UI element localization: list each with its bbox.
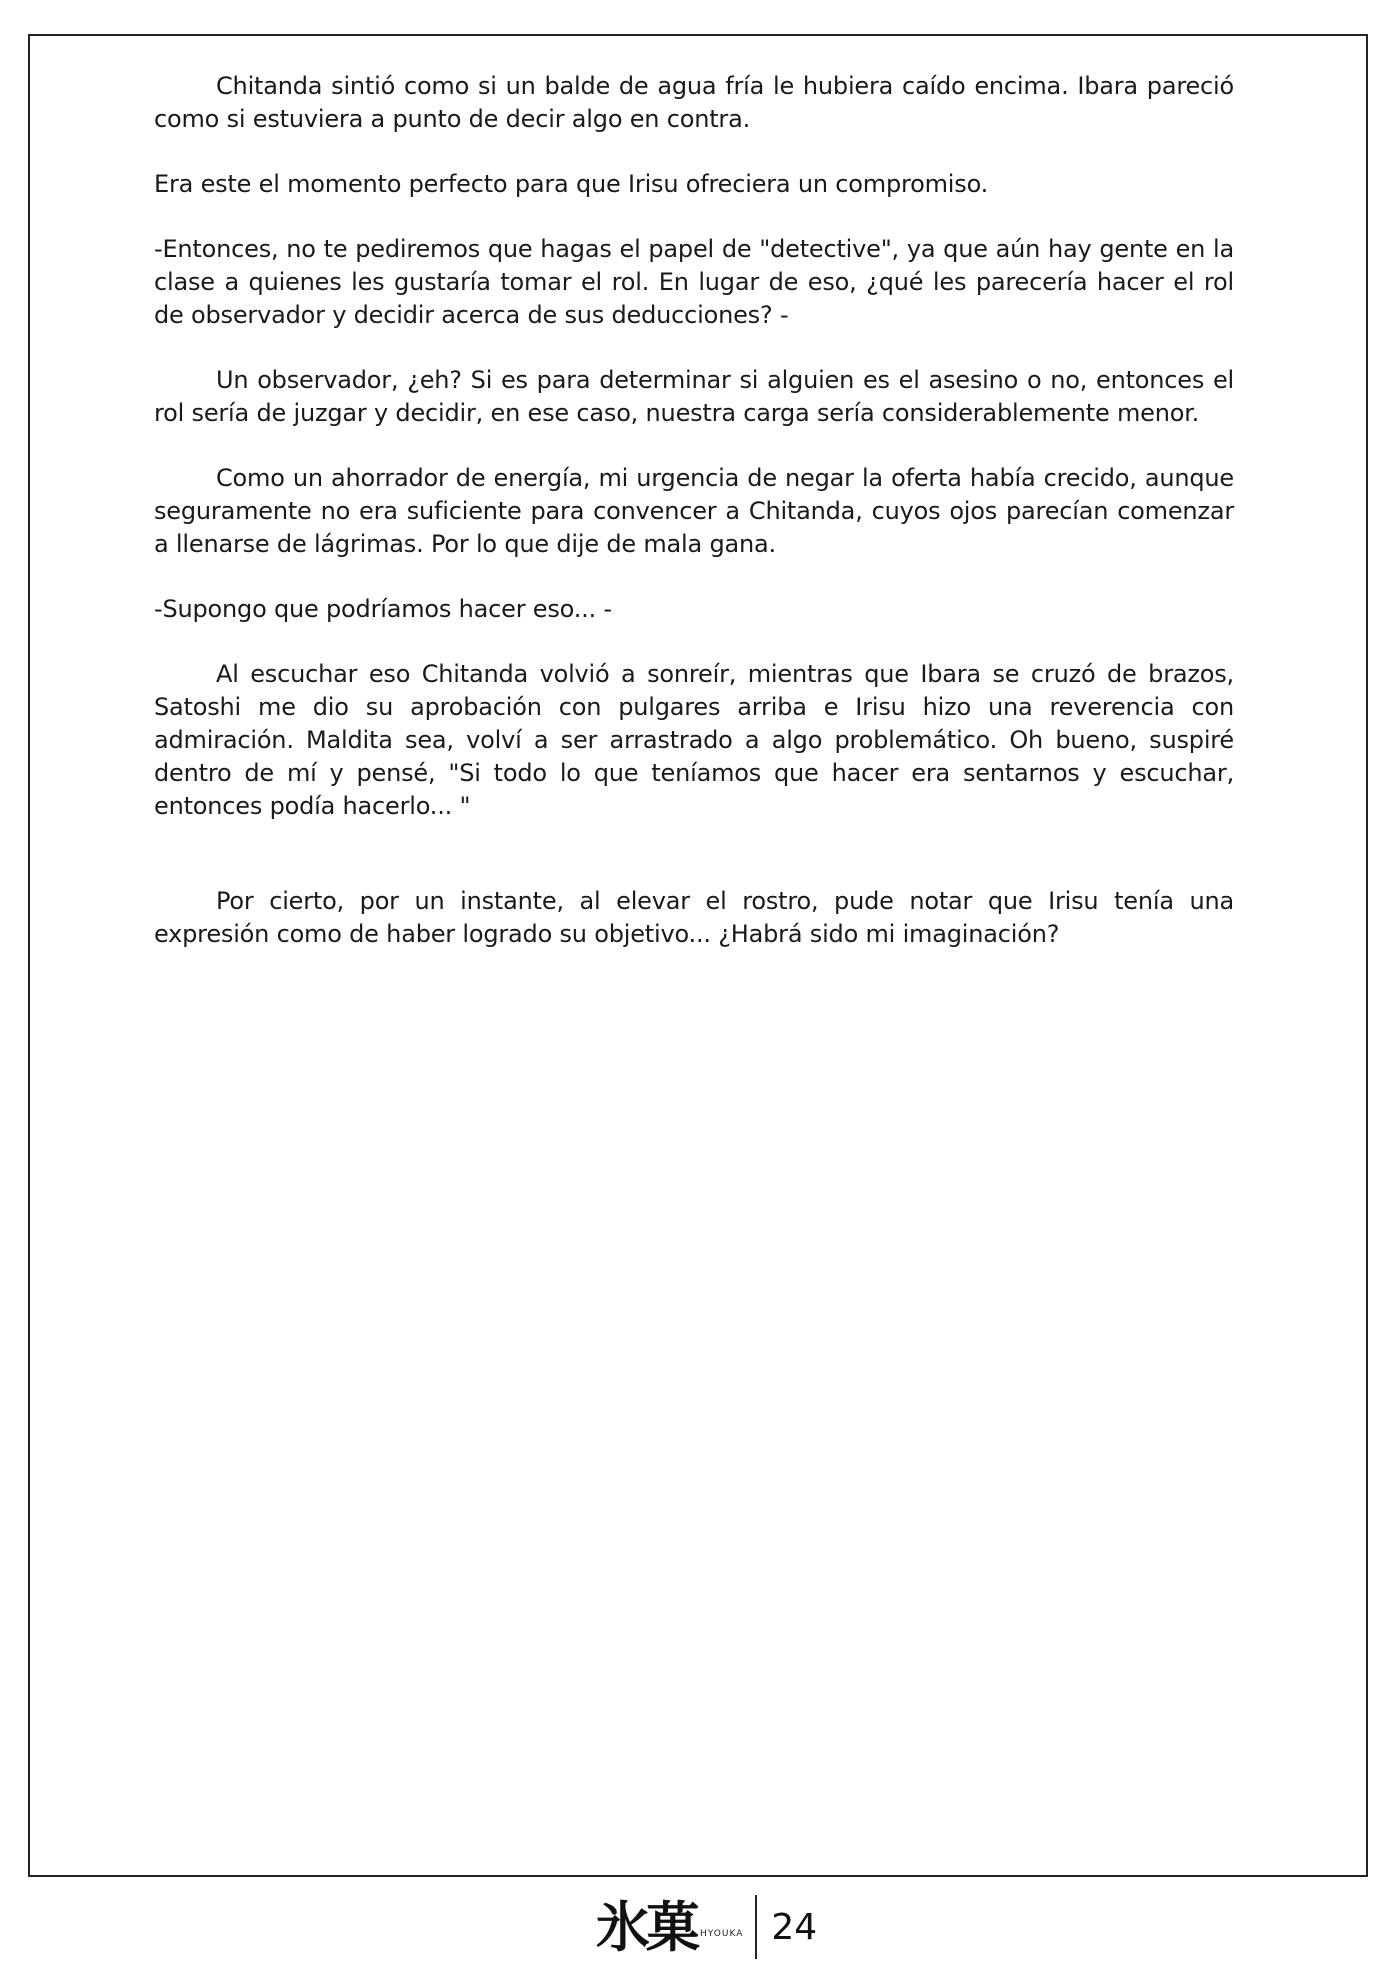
footer-divider	[755, 1895, 757, 1959]
text-body	[154, 70, 1234, 983]
paragraph-6: -Supongo que podríamos hacer eso... -	[154, 595, 612, 623]
paragraph-2: Era este el momento perfecto para que Irisu ofreciera un compromiso.	[154, 170, 989, 198]
paragraph-3: -Entonces, no te pediremos que hagas el papel de "detective", ya que aún hay gente en la clase a quienes les gustaría tomar el rol. En lugar de eso, ¿qué les parecería hacer el rol de observador y decidir acerca de sus deducciones? -	[154, 235, 1234, 329]
paragraph-5: Como un ahorrador de energía, mi urgencia de negar la oferta había crecido, aunque seguramente no era suficiente para convencer a Chitanda, cuyos ojos parecían comenzar a llenarse de lágrimas. Por lo que dije de mala gana.	[154, 464, 1234, 558]
paragraph-7: Al escuchar eso Chitanda volvió a sonreír, mientras que Ibara se cruzó de brazos, Satoshi me dio su aprobación con pulgares arriba e Irisu hizo una reverencia con admiración. Maldita sea, volví a ser arrastrado a algo problemático. Oh bueno, suspiré dentro de mí y pensé, "Si todo lo que teníamos que hacer era sentarnos y escuchar, entonces podía hacerlo... "	[154, 660, 1234, 820]
hyouka-logo-latin: HYOUKA	[700, 1929, 744, 1939]
page-number: 24	[771, 1906, 818, 1948]
page-footer	[596, 1892, 817, 1962]
paragraph-1: Chitanda sintió como si un balde de agua fría le hubiera caído encima. Ibara pareció como si estuviera a punto de decir algo en contra.	[154, 72, 1234, 133]
paragraph-8: Por cierto, por un instante, al elevar el rostro, pude notar que Irisu tenía una expresión como de haber logrado su objetivo... ¿Habrá sido mi imaginación?	[154, 887, 1234, 948]
hyouka-logo-kanji: 氷菓	[596, 1895, 696, 1959]
paragraph-4: Un observador, ¿eh? Si es para determinar si alguien es el asesino o no, entonces el rol sería de juzgar y decidir, en ese caso, nuestra carga sería considerablemente menor.	[154, 366, 1234, 427]
